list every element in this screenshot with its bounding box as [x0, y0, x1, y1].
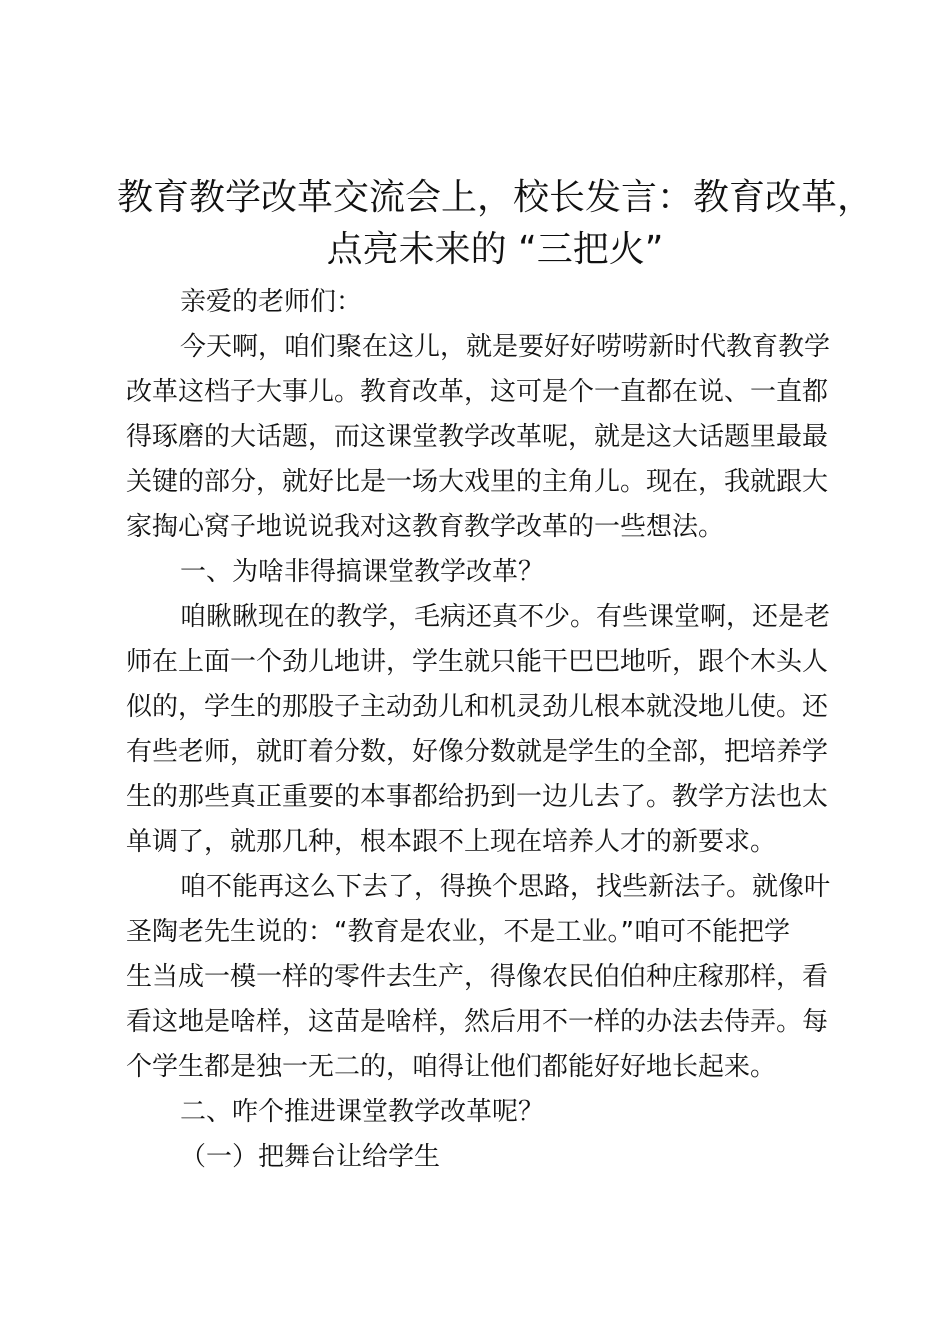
body-line: 改革这档子大事儿。教育改革，这可是个一直都在说、一直都 [126, 377, 829, 407]
body-line: 似的，学生的那股子主动劲儿和机灵劲儿根本就没地儿使。还 [126, 692, 829, 722]
body-line: 个学生都是独一无二的，咱得让他们都能好好地长起来。 [126, 1052, 777, 1082]
document-body [126, 280, 846, 1180]
body-line: 单调了，就那几种，根本跟不上现在培养人才的新要求。 [126, 827, 777, 857]
body-line: 看这地是啥样，这苗是啥样，然后用不一样的办法去侍弄。每 [126, 1007, 829, 1037]
body-line: 有些老师，就盯着分数，好像分数就是学生的全部，把培养学 [126, 737, 829, 767]
body-line: 生的那些真正重要的本事都给扔到一边儿去了。教学方法也太 [126, 782, 829, 812]
document-title [100, 172, 890, 276]
body-line: 今天啊，咱们聚在这儿，就是要好好唠唠新时代教育教学 [180, 332, 831, 362]
body-line: 圣陶老先生说的：“教育是农业，不是工业。”咱可不能把学 [126, 917, 790, 947]
salutation: 亲爱的老师们： [180, 287, 363, 317]
body-line: 得琢磨的大话题，而这课堂教学改革呢，就是这大话题里最最 [126, 422, 829, 452]
body-line: 咱瞅瞅现在的教学，毛病还真不少。有些课堂啊，还是老 [180, 602, 831, 632]
body-line: 咱不能再这么下去了，得换个思路，找些新法子。就像叶 [180, 872, 831, 902]
subsection-heading: （一）把舞台让给学生 [180, 1142, 441, 1172]
body-line: 师在上面一个劲儿地讲，学生就只能干巴巴地听，跟个木头人 [126, 647, 829, 677]
body-line: 生当成一模一样的零件去生产，得像农民伯伯种庄稼那样，看 [126, 962, 829, 992]
section-heading: 二、咋个推进课堂教学改革呢？ [180, 1097, 545, 1127]
title-line-1: 教育教学改革交流会上，校长发言：教育改革， [116, 177, 873, 218]
section-heading: 一、为啥非得搞课堂教学改革？ [180, 557, 545, 587]
body-line: 关键的部分，就好比是一场大戏里的主角儿。现在，我就跟大 [126, 467, 829, 497]
body-line: 家掏心窝子地说说我对这教育教学改革的一些想法。 [126, 512, 725, 542]
title-line-2: 点亮未来的 “三把火” [326, 229, 664, 270]
